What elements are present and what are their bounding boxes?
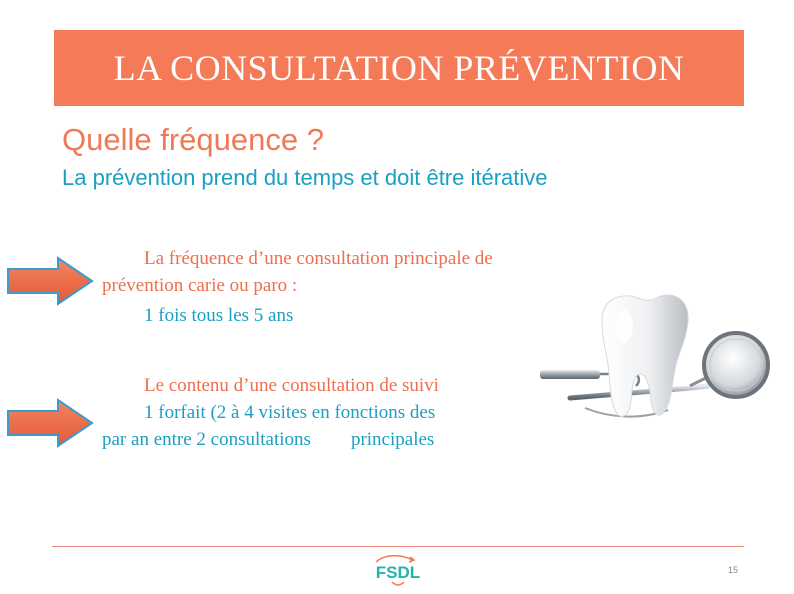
point2-line3 xyxy=(102,426,542,453)
point2-line2: 1 forfait (2 à 4 visites en fonctions des xyxy=(144,402,436,423)
intro-text: La prévention prend du temps et doit être itérative xyxy=(62,165,548,190)
footer-divider xyxy=(52,546,744,547)
page-number: 15 xyxy=(727,565,738,575)
point-followup xyxy=(102,372,542,453)
point2-line3-b: principales xyxy=(350,429,435,450)
point1-line1: La fréquence d’une consultation principale de xyxy=(144,248,493,269)
slide-subtitle: Quelle fréquence ? xyxy=(62,122,324,157)
tooth-illustration xyxy=(540,290,780,440)
point2-line1: Le contenu d’une consultation de suivi xyxy=(144,375,439,396)
svg-text:FSDL: FSDL xyxy=(375,563,421,582)
point1-line3: 1 fois tous les 5 ans xyxy=(144,305,294,326)
arrow-right-icon xyxy=(6,398,94,448)
arrow-right-icon xyxy=(6,256,94,306)
point-frequency xyxy=(102,245,602,329)
fsdl-logo xyxy=(362,552,434,588)
point2-line3-a: par an entre 2 consultations xyxy=(102,429,311,450)
title-banner xyxy=(54,30,744,106)
point1-line2: prévention carie ou paro : xyxy=(102,275,298,296)
tooth-icon xyxy=(602,295,688,416)
slide-title: LA CONSULTATION PRÉVENTION xyxy=(113,48,685,88)
